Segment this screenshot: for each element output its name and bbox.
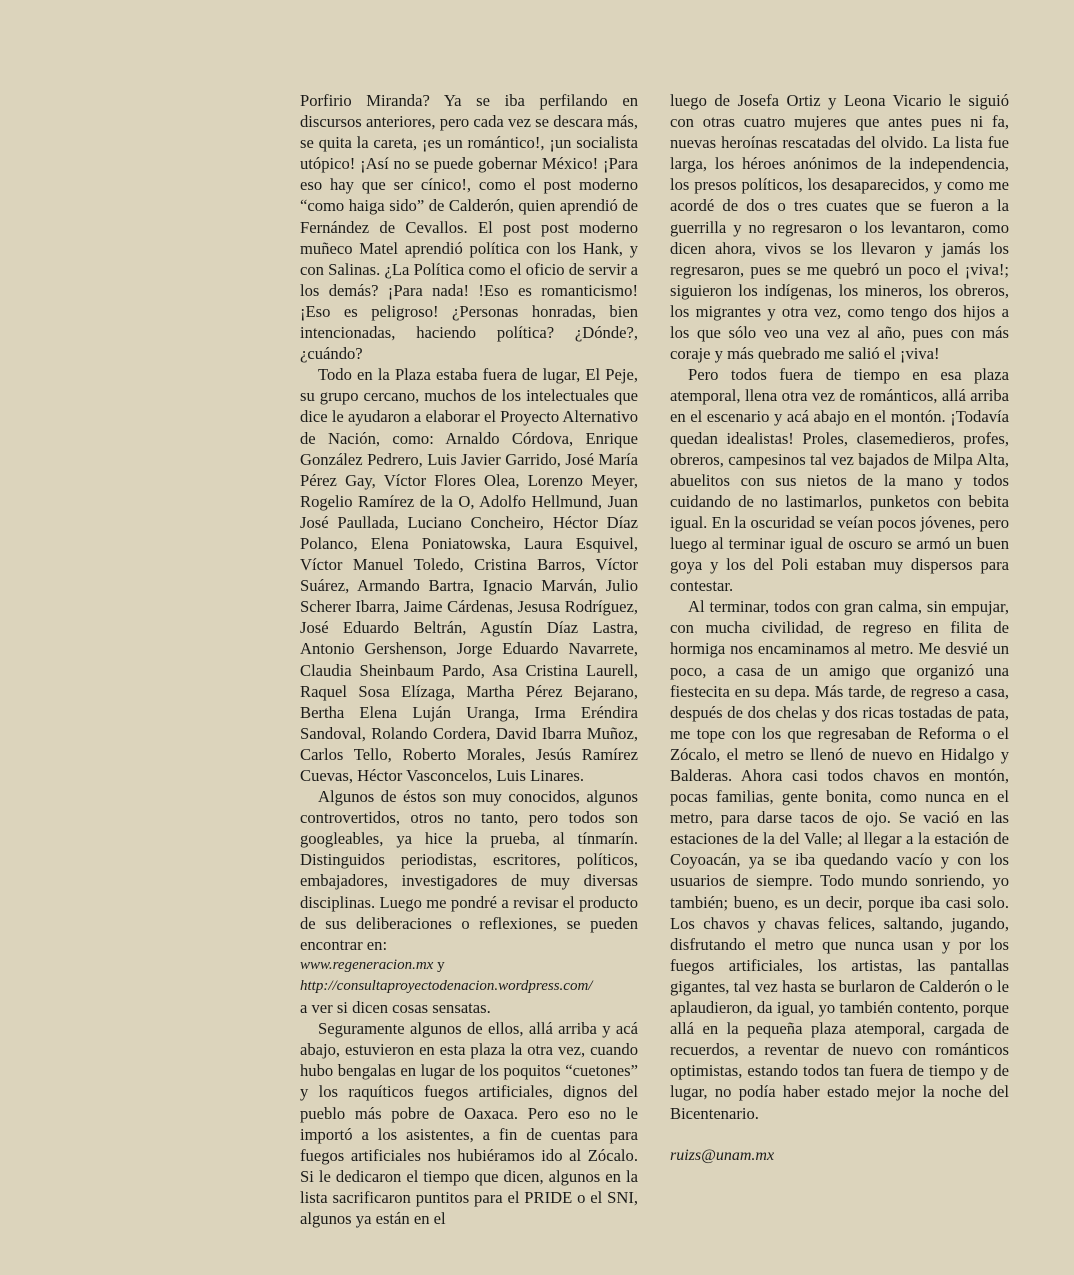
paragraph: Seguramente algunos de ellos, allá arriba y acá abajo, estuvieron en esta plaza la otra vez, cuando hubo bengalas en lugar de los poquitos “cuetones” y los raquíticos fuegos artificiales, dignos del pueblo más pobre de Oaxaca. Pero eso no le importó a los asistentes, a fin de cuentas para fuegos artificiales nos hubiéramos ido al Zócalo. Si le dedicaron el tiempo que dicen, algunos en la lista sacrificaron puntitos para el PRIDE o el SNI, algunos ya están en el: [300, 1019, 638, 1228]
paragraph: Pero todos fuera de tiempo en esa plaza atemporal, llena otra vez de románticos, allá arriba en el escenario y acá abajo en el montón. ¡Todavía quedan idealistas! Proles, clasemedieros, profes, obreros, campesinos tal vez bajados de Milpa Alta, abuelitos con sus nietos de la mano y todos cuidando de no lastimarlos, punketos con bebita igual. En la oscuridad se veían pocos jóvenes, pero luego al terminar igual de oscuro se armó un buen goya y los del Poli estaban muy dispersos para contestar.: [670, 365, 1009, 596]
paragraph: Todo en la Plaza estaba fuera de lugar, El Peje, su grupo cercano, muchos de los intelectuales que dice le ayudaron a elaborar el Proyecto Alternativo de Nación, como: Arnaldo Córdova, Enrique González Pedrero, Luis Javier Garrido, José María Pérez Gay, Víctor Flores Olea, Lorenzo Meyer, Rogelio Ramírez de la O, Adolfo Hellmund, Juan José Paullada, Luciano Concheiro, Héctor Díaz Polanco, Elena Poniatowska, Laura Esquivel, Víctor Manuel Toledo, Cristina Barros, Víctor Suárez, Armando Bartra, Ignacio Marván, Julio Scherer Ibarra, Jaime Cárdenas, Jesusa Rodríguez, José Eduardo Beltrán, Agustín Díaz Lastra, Antonio Gershenson, Jorge Eduardo Navarrete, Claudia Sheinbaum Pardo, Asa Cristina Laurell, Raquel Sosa Elízaga, Martha Pérez Bejarano, Bertha Elena Luján Uranga, Irma Eréndira Sandoval, Rolando Cordera, David Ibarra Muñoz, Carlos Tello, Roberto Morales, Jesús Ramírez Cuevas, Héctor Vasconcelos, Luis Linares.: [300, 365, 638, 785]
left-text-column: [300, 90, 638, 1229]
paragraph: Al terminar, todos con gran calma, sin empujar, con mucha civilidad, de regreso en filita de hormiga nos encaminamos al metro. Me desvié un poco, a casa de un amigo que organizó una fiestecita en su depa. Más tarde, de regreso a casa, después de dos chelas y dos ricas tostadas de pata, me tope con los que regresaban de Reforma o el Zócalo, el metro se llenó de nuevo en Hidalgo y Balderas. Ahora casi todos chavos en montón, pocas familias, gente bonita, como nunca en el metro, para darse tacos de ojo. Se vació en las estaciones de la del Valle; al llegar a la estación de Coyoacán, ya se iba quedando vacío y con los usuarios de siempre. Todo mundo sonriendo, yo también; bueno, es un decir, porque iba casi solo. Los chavos y chavas felices, saltando, jugando, disfrutando el metro que nunca usan y por los fuegos artificiales, los artistas, las pantallas gigantes, tal vez hasta se burlaron de Calderón o le aplaudieron, da igual, yo también contento, porque allá en la pequeña plaza atemporal, cargada de recuerdos, a reventar de nuevo con románticos optimistas, estando todos tan fuera de tiempo y de lugar, no podía haber estado mejor la noche del Bicentenario.: [670, 597, 1009, 1123]
consulta-proyecto-link[interactable]: http://consultaproyectodenacion.wordpress.com/: [300, 977, 593, 994]
author-email[interactable]: ruizs@unam.mx: [670, 1146, 775, 1164]
paragraph: a ver si dicen cosas sensatas.: [300, 998, 491, 1018]
link-line: [300, 955, 638, 976]
regeneracion-link[interactable]: www.regeneracion.mx: [300, 956, 434, 973]
paragraph: Algunos de éstos son muy conocidos, algunos controvertidos, otros no tanto, pero todos son googleables, ya hice la prueba, al tínmarín. Distinguidos periodistas, escritores, políticos, embajadores, investigadores de muy diversas disciplinas. Luego me pondré a revisar el producto de sus deliberaciones o reflexiones, se pueden encontrar en:: [300, 787, 638, 954]
right-text-column: [670, 90, 1009, 1166]
paragraph: Porfirio Miranda? Ya se iba perfilando en discursos anteriores, pero cada vez se descara más, se quita la careta, ¡es un romántico!, ¡un socialista utópico! ¡Así no se puede gobernar México! ¡Para eso hay que ser cínico!, como el post moderno “como haiga sido” de Calderón, quien aprendió de Fernández de Cevallos. El post post moderno muñeco Matel aprendió política con los Hank, y con Salinas. ¿La Política como el oficio de servir a los demás? ¡Para nada! !Eso es romanticismo! ¡Eso es peligroso! ¿Personas honradas, bien intencionadas, haciendo política? ¿Dónde?, ¿cuándo?: [300, 91, 638, 364]
link-line: [300, 976, 638, 997]
paragraph: luego de Josefa Ortiz y Leona Vicario le siguió con otras cuatro mujeres que antes pues ni fa, nuevas heroínas rescatadas del olvido. La lista fue larga, los héroes anónimos de la independencia, los presos políticos, los desaparecidos, y como me acordé de dos o tres cuates que se fueron a la guerrilla y no regresaron o los levantaron, como dicen ahora, vivos se los llevaron y jamás los regresaron, pues se me quebró un poco el ¡viva!; siguieron los indígenas, los mineros, los obreros, los migrantes y otra vez, como tengo dos hijos a los que sólo veo una vez al año, pues con más coraje y más quebrado me salió el ¡viva!: [670, 91, 1009, 364]
link-conjunction: y: [433, 956, 445, 973]
